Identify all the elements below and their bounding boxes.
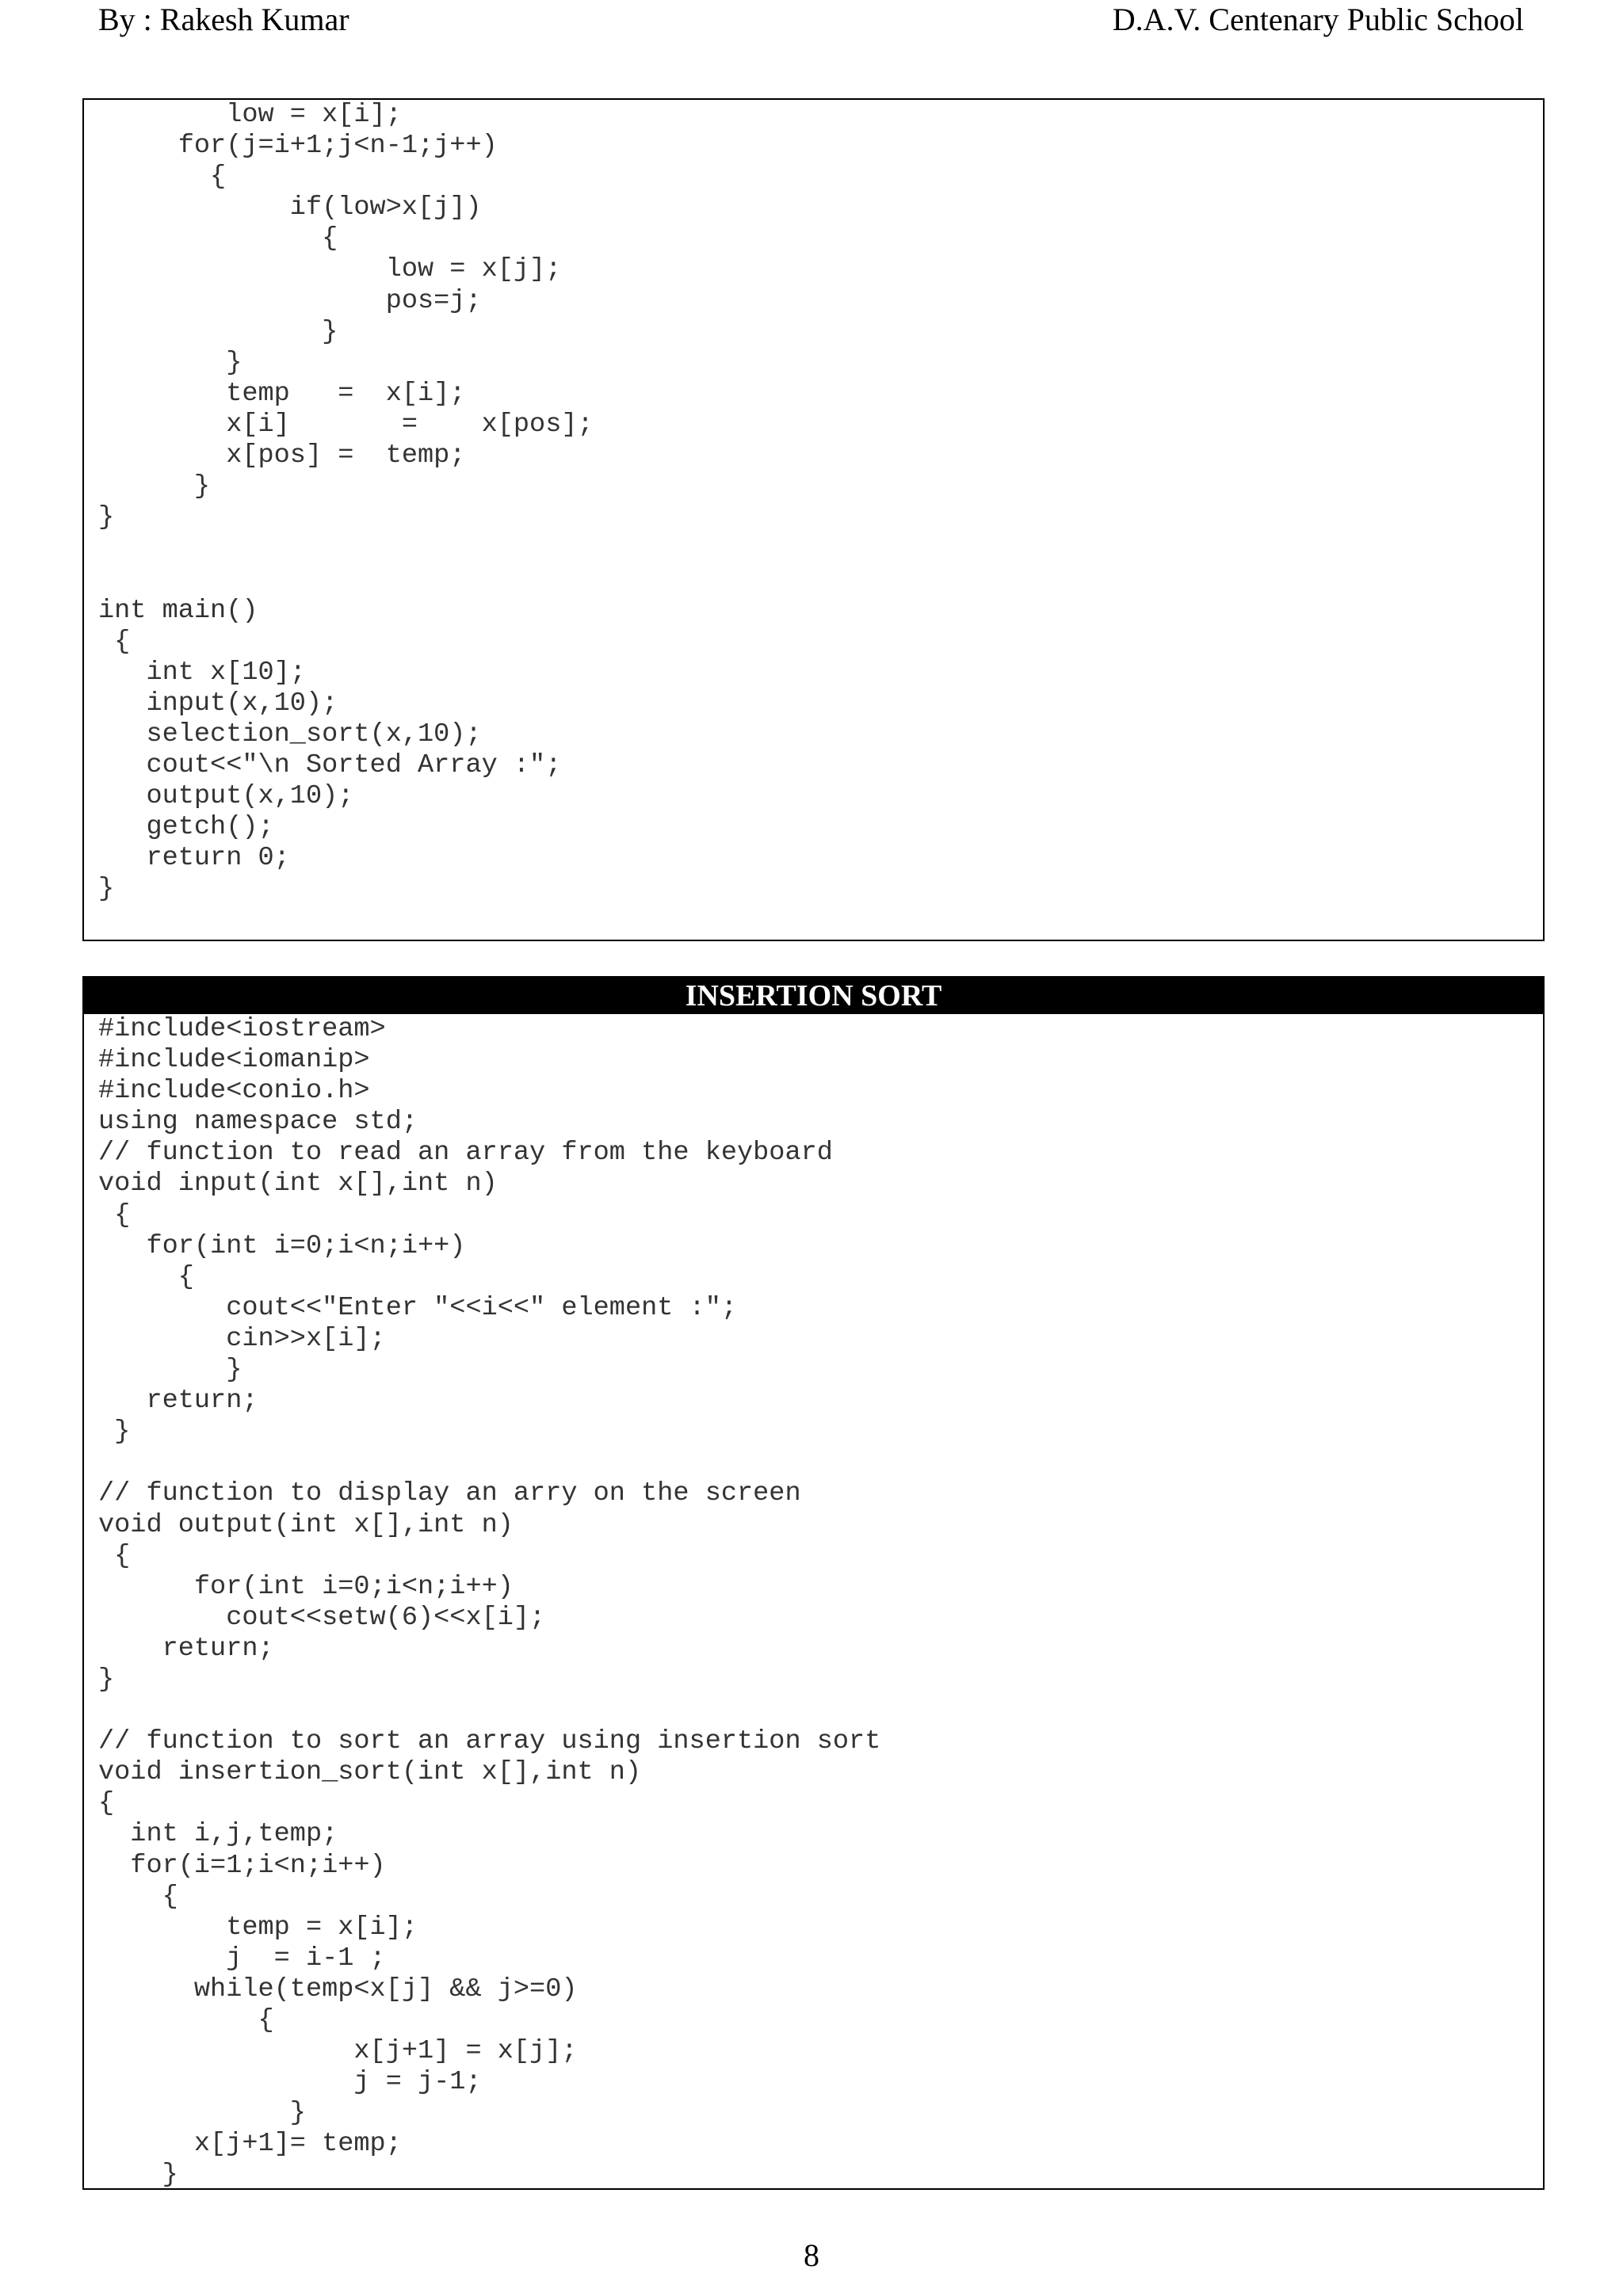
- page-number: 8: [804, 2237, 819, 2273]
- section-title: INSERTION SORT: [84, 978, 1543, 1014]
- code-listing: low = x[i]; for(j=i+1;j<n-1;j++) { if(low>x[j]) { low = x[j]; pos=j; } } temp = x[i]; x[i] = x[pos]; x[pos] = temp; } } int main() { int x[10]; input(x,10); selection_sort(x,10); cout<<"\n Sorted Array :"; output(x,10); getch(); return 0; }: [98, 100, 594, 905]
- author-name: By : Rakesh Kumar: [98, 2, 349, 37]
- code-box-insertion-sort: [82, 976, 1545, 2190]
- school-name: D.A.V. Centenary Public School: [1112, 2, 1524, 37]
- code-listing: #include<iostream> #include<iomanip> #include<conio.h> using namespace std; // function to read an array from the keyboard void input(int x[],int n) { for(int i=0;i<n;i++) { cout<<"Enter "<<i<<" element :"; cin>>x[i]; } return; } // function to display an arry on the screen void output(int x[],int n) { for(int i=0;i<n;i++) cout<<setw(6)<<x[i]; return; } // function to sort an array using insertion sort void insertion_sort(int x[],int n) { int i,j,temp; for(i=1;i<n;i++) { temp = x[i]; j = i-1 ; while(temp<x[j] && j>=0) { x[j+1] = x[j]; j = j-1; } x[j+1]= temp; }: [98, 1014, 881, 2191]
- page-header: [0, 0, 1623, 48]
- code-box-selection-sort-continued: [82, 98, 1545, 941]
